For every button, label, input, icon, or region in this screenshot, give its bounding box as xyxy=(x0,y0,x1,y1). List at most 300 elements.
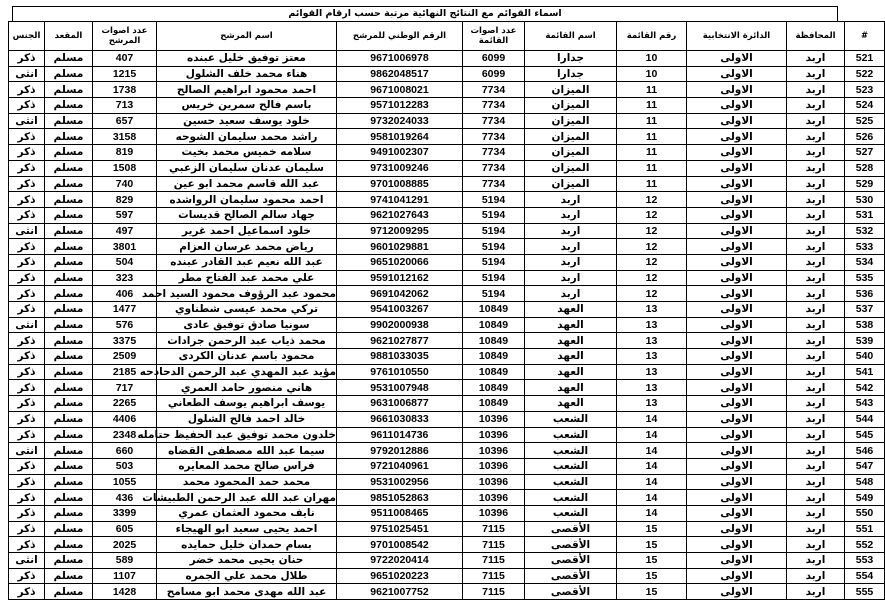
cell-gender: ذكر xyxy=(9,176,45,192)
table-row xyxy=(9,584,885,600)
cell-national-id: 9731009246 xyxy=(337,160,463,176)
table-row xyxy=(9,145,885,161)
cell-index: 552 xyxy=(845,537,885,553)
table-row xyxy=(9,537,885,553)
cell-district: الاولى xyxy=(687,270,787,286)
cell-national-id: 9531007948 xyxy=(337,380,463,396)
cell-gender: انثى xyxy=(9,66,45,82)
cell-district: الاولى xyxy=(687,333,787,349)
cell-seat: مسلم xyxy=(45,82,93,98)
cell-national-id: 9902000938 xyxy=(337,317,463,333)
cell-national-id: 9611014736 xyxy=(337,427,463,443)
cell-list-name: الميزان xyxy=(525,145,617,161)
cell-list-votes: 7115 xyxy=(463,521,525,537)
cell-index: 522 xyxy=(845,66,885,82)
cell-district: الاولى xyxy=(687,584,787,600)
cell-list-votes: 5194 xyxy=(463,270,525,286)
cell-list-number: 13 xyxy=(617,302,687,318)
cell-district: الاولى xyxy=(687,207,787,223)
cell-national-id: 9591012162 xyxy=(337,270,463,286)
cell-candidate-votes: 1508 xyxy=(93,160,157,176)
table-row xyxy=(9,317,885,333)
table-row xyxy=(9,427,885,443)
cell-candidate-name: حنان يحيى محمد خضر xyxy=(157,553,337,569)
cell-list-name: الشعب xyxy=(525,427,617,443)
cell-candidate-name: باسم فالح سمرين خريس xyxy=(157,98,337,114)
cell-governorate: اربد xyxy=(787,474,845,490)
cell-candidate-votes: 576 xyxy=(93,317,157,333)
table-row xyxy=(9,505,885,521)
cell-district: الاولى xyxy=(687,380,787,396)
header-gender: الجنس xyxy=(9,22,45,51)
cell-national-id: 9691042062 xyxy=(337,286,463,302)
cell-seat: مسلم xyxy=(45,380,93,396)
cell-list-votes: 5194 xyxy=(463,223,525,239)
cell-list-number: 12 xyxy=(617,223,687,239)
cell-list-name: العهد xyxy=(525,317,617,333)
cell-national-id: 9701008885 xyxy=(337,176,463,192)
cell-national-id: 9851052863 xyxy=(337,490,463,506)
cell-list-number: 13 xyxy=(617,380,687,396)
cell-gender: ذكر xyxy=(9,239,45,255)
cell-national-id: 9621027643 xyxy=(337,207,463,223)
table-row xyxy=(9,396,885,412)
cell-governorate: اربد xyxy=(787,223,845,239)
cell-national-id: 9761010550 xyxy=(337,364,463,380)
cell-candidate-name: خلود اسماعيل احمد غرير xyxy=(157,223,337,239)
table-row xyxy=(9,364,885,380)
cell-governorate: اربد xyxy=(787,66,845,82)
cell-seat: مسلم xyxy=(45,160,93,176)
cell-governorate: اربد xyxy=(787,333,845,349)
cell-list-votes: 6099 xyxy=(463,51,525,67)
cell-list-votes: 7734 xyxy=(463,129,525,145)
cell-index: 553 xyxy=(845,553,885,569)
table-row xyxy=(9,66,885,82)
cell-candidate-name: مهران عبد الله عبد الرحمن الطبيشات xyxy=(142,491,336,504)
cell-governorate: اربد xyxy=(787,51,845,67)
cell-candidate-name: هاني منصور حامد العمري xyxy=(157,380,337,396)
cell-governorate: اربد xyxy=(787,286,845,302)
header-list-votes: عدد اصوات القائمة xyxy=(463,22,525,51)
cell-candidate-votes: 2348 xyxy=(93,427,157,443)
cell-gender: ذكر xyxy=(9,458,45,474)
cell-list-name: الأقصى xyxy=(525,521,617,537)
cell-index: 530 xyxy=(845,192,885,208)
cell-list-number: 12 xyxy=(617,192,687,208)
cell-list-votes: 7115 xyxy=(463,553,525,569)
cell-index: 549 xyxy=(845,490,885,506)
header-seat: المقعد xyxy=(45,22,93,51)
cell-list-votes: 10849 xyxy=(463,364,525,380)
cell-list-name: اربد xyxy=(525,270,617,286)
header-list-number: رقم القائمة xyxy=(617,22,687,51)
cell-governorate: اربد xyxy=(787,396,845,412)
cell-candidate-votes: 3399 xyxy=(93,505,157,521)
cell-governorate: اربد xyxy=(787,490,845,506)
cell-seat: مسلم xyxy=(45,490,93,506)
cell-seat: مسلم xyxy=(45,51,93,67)
cell-district: الاولى xyxy=(687,458,787,474)
cell-governorate: اربد xyxy=(787,113,845,129)
cell-list-number: 13 xyxy=(617,396,687,412)
cell-seat: مسلم xyxy=(45,66,93,82)
table-row xyxy=(9,411,885,427)
cell-candidate-name: محمود عبد الرؤوف محمود السيد احمد xyxy=(141,287,336,300)
cell-index: 548 xyxy=(845,474,885,490)
cell-national-id: 9792012886 xyxy=(337,443,463,459)
cell-governorate: اربد xyxy=(787,207,845,223)
table-row xyxy=(9,192,885,208)
cell-gender: ذكر xyxy=(9,380,45,396)
cell-candidate-votes: 323 xyxy=(93,270,157,286)
table-row xyxy=(9,490,885,506)
cell-list-name: العهد xyxy=(525,380,617,396)
table-row xyxy=(9,302,885,318)
cell-governorate: اربد xyxy=(787,584,845,600)
table-row xyxy=(9,51,885,67)
cell-candidate-name: خلدون محمد توفيق عبد الحفيظ حتامله xyxy=(137,428,336,441)
cell-gender: ذكر xyxy=(9,333,45,349)
cell-district: الاولى xyxy=(687,553,787,569)
cell-list-number: 14 xyxy=(617,411,687,427)
cell-national-id: 9732024033 xyxy=(337,113,463,129)
cell-list-name: الميزان xyxy=(525,113,617,129)
cell-district: الاولى xyxy=(687,349,787,365)
table-row xyxy=(9,286,885,302)
cell-district: الاولى xyxy=(687,411,787,427)
cell-district: الاولى xyxy=(687,66,787,82)
cell-national-id: 9651020223 xyxy=(337,568,463,584)
cell-list-name: جدارا xyxy=(525,51,617,67)
cell-list-number: 13 xyxy=(617,333,687,349)
cell-candidate-name: سيما عبد الله مصطفى القضاه xyxy=(157,443,337,459)
cell-district: الاولى xyxy=(687,51,787,67)
cell-national-id: 9531002956 xyxy=(337,474,463,490)
table-row xyxy=(9,270,885,286)
cell-candidate-votes: 589 xyxy=(93,553,157,569)
cell-gender: ذكر xyxy=(9,568,45,584)
cell-candidate-votes: 2509 xyxy=(93,349,157,365)
cell-gender: ذكر xyxy=(9,302,45,318)
cell-gender: انثى xyxy=(9,553,45,569)
cell-gender: ذكر xyxy=(9,82,45,98)
cell-national-id: 9601029881 xyxy=(337,239,463,255)
cell-list-name: اربد xyxy=(525,207,617,223)
cell-gender: ذكر xyxy=(9,521,45,537)
cell-list-votes: 10849 xyxy=(463,380,525,396)
cell-governorate: اربد xyxy=(787,239,845,255)
table-row xyxy=(9,254,885,270)
document-title: اسماء القوائم مع النتائج النهائية مرتبة حسب ارقام القوائم xyxy=(12,6,838,21)
cell-list-votes: 10396 xyxy=(463,474,525,490)
cell-list-votes: 10396 xyxy=(463,443,525,459)
cell-seat: مسلم xyxy=(45,521,93,537)
cell-candidate-name: خالد احمد فالح الشلول xyxy=(157,411,337,427)
table-row xyxy=(9,82,885,98)
cell-index: 523 xyxy=(845,82,885,98)
cell-list-votes: 10849 xyxy=(463,317,525,333)
cell-national-id: 9862048517 xyxy=(337,66,463,82)
cell-governorate: اربد xyxy=(787,537,845,553)
cell-seat: مسلم xyxy=(45,505,93,521)
cell-district: الاولى xyxy=(687,176,787,192)
cell-gender: ذكر xyxy=(9,207,45,223)
cell-district: الاولى xyxy=(687,317,787,333)
cell-gender: ذكر xyxy=(9,192,45,208)
cell-candidate-votes: 3375 xyxy=(93,333,157,349)
cell-governorate: اربد xyxy=(787,129,845,145)
cell-index: 521 xyxy=(845,51,885,67)
cell-list-votes: 10396 xyxy=(463,411,525,427)
cell-gender: ذكر xyxy=(9,145,45,161)
cell-seat: مسلم xyxy=(45,427,93,443)
cell-candidate-votes: 3801 xyxy=(93,239,157,255)
cell-candidate-votes: 657 xyxy=(93,113,157,129)
cell-district: الاولى xyxy=(687,302,787,318)
cell-index: 524 xyxy=(845,98,885,114)
cell-candidate-votes: 3158 xyxy=(93,129,157,145)
cell-list-number: 12 xyxy=(617,270,687,286)
cell-seat: مسلم xyxy=(45,333,93,349)
cell-seat: مسلم xyxy=(45,584,93,600)
table-row xyxy=(9,176,885,192)
cell-candidate-votes: 2025 xyxy=(93,537,157,553)
cell-district: الاولى xyxy=(687,537,787,553)
cell-gender: انثى xyxy=(9,317,45,333)
cell-national-id: 9712009295 xyxy=(337,223,463,239)
table-header-row xyxy=(9,22,885,51)
cell-seat: مسلم xyxy=(45,396,93,412)
table-row xyxy=(9,113,885,129)
cell-candidate-votes: 829 xyxy=(93,192,157,208)
cell-candidate-votes: 1215 xyxy=(93,66,157,82)
cell-governorate: اربد xyxy=(787,176,845,192)
cell-governorate: اربد xyxy=(787,380,845,396)
cell-candidate-votes: 605 xyxy=(93,521,157,537)
table-row xyxy=(9,129,885,145)
cell-candidate-votes: 4406 xyxy=(93,411,157,427)
cell-list-name: جدارا xyxy=(525,66,617,82)
cell-national-id: 9621027877 xyxy=(337,333,463,349)
cell-list-number: 14 xyxy=(617,505,687,521)
cell-seat: مسلم xyxy=(45,113,93,129)
cell-candidate-votes: 2185 xyxy=(93,364,157,380)
cell-district: الاولى xyxy=(687,568,787,584)
cell-index: 544 xyxy=(845,411,885,427)
cell-seat: مسلم xyxy=(45,98,93,114)
cell-gender: ذكر xyxy=(9,490,45,506)
cell-index: 555 xyxy=(845,584,885,600)
cell-governorate: اربد xyxy=(787,160,845,176)
cell-index: 527 xyxy=(845,145,885,161)
cell-district: الاولى xyxy=(687,145,787,161)
cell-gender: ذكر xyxy=(9,254,45,270)
cell-index: 526 xyxy=(845,129,885,145)
cell-list-votes: 7734 xyxy=(463,113,525,129)
cell-governorate: اربد xyxy=(787,317,845,333)
cell-district: الاولى xyxy=(687,505,787,521)
cell-list-name: الميزان xyxy=(525,160,617,176)
cell-governorate: اربد xyxy=(787,349,845,365)
cell-governorate: اربد xyxy=(787,411,845,427)
cell-list-name: اربد xyxy=(525,286,617,302)
cell-list-number: 10 xyxy=(617,66,687,82)
table-row xyxy=(9,380,885,396)
cell-candidate-name: جهاد سالم الصالح قديسات xyxy=(157,207,337,223)
cell-list-name: الأقصى xyxy=(525,584,617,600)
cell-national-id: 9721040961 xyxy=(337,458,463,474)
header-list-name: اسم القائمة xyxy=(525,22,617,51)
cell-candidate-votes: 1477 xyxy=(93,302,157,318)
cell-candidate-name: محمد حمد المحمود محمد xyxy=(157,474,337,490)
cell-list-name: الميزان xyxy=(525,82,617,98)
cell-list-name: العهد xyxy=(525,349,617,365)
cell-list-name: الميزان xyxy=(525,176,617,192)
cell-candidate-name: محمد ذياب عبد الرحمن جرادات xyxy=(157,333,337,349)
cell-seat: مسلم xyxy=(45,239,93,255)
cell-list-name: العهد xyxy=(525,333,617,349)
cell-candidate-name: طلال محمد علي الجمره xyxy=(157,568,337,584)
cell-index: 525 xyxy=(845,113,885,129)
cell-candidate-name: بسام حمدان خليل حمايده xyxy=(157,537,337,553)
cell-list-name: اربد xyxy=(525,223,617,239)
cell-list-name: الشعب xyxy=(525,474,617,490)
cell-list-votes: 10849 xyxy=(463,396,525,412)
cell-seat: مسلم xyxy=(45,192,93,208)
cell-list-name: اربد xyxy=(525,254,617,270)
cell-list-number: 11 xyxy=(617,129,687,145)
cell-governorate: اربد xyxy=(787,82,845,98)
cell-national-id: 9541003267 xyxy=(337,302,463,318)
cell-national-id: 9671006978 xyxy=(337,51,463,67)
cell-list-number: 11 xyxy=(617,145,687,161)
cell-index: 537 xyxy=(845,302,885,318)
cell-index: 554 xyxy=(845,568,885,584)
cell-list-name: اربد xyxy=(525,192,617,208)
cell-candidate-votes: 1055 xyxy=(93,474,157,490)
cell-list-number: 15 xyxy=(617,584,687,600)
cell-candidate-name: تركي محمد عيسى شطناوي xyxy=(157,302,337,318)
cell-candidate-name: احمد محمود ابراهيم الصالح xyxy=(157,82,337,98)
cell-list-number: 12 xyxy=(617,207,687,223)
cell-governorate: اربد xyxy=(787,427,845,443)
cell-governorate: اربد xyxy=(787,458,845,474)
cell-gender: انثى xyxy=(9,113,45,129)
header-governorate: المحافظة xyxy=(787,22,845,51)
cell-seat: مسلم xyxy=(45,129,93,145)
cell-candidate-votes: 1107 xyxy=(93,568,157,584)
cell-seat: مسلم xyxy=(45,349,93,365)
cell-seat: مسلم xyxy=(45,443,93,459)
cell-national-id: 9671008021 xyxy=(337,82,463,98)
cell-candidate-name: علي محمد عبد الفتاح مطر xyxy=(157,270,337,286)
cell-candidate-votes: 660 xyxy=(93,443,157,459)
cell-list-number: 15 xyxy=(617,537,687,553)
cell-national-id: 9571012283 xyxy=(337,98,463,114)
cell-list-votes: 7734 xyxy=(463,98,525,114)
cell-list-votes: 10396 xyxy=(463,505,525,521)
cell-index: 541 xyxy=(845,364,885,380)
cell-candidate-votes: 740 xyxy=(93,176,157,192)
cell-district: الاولى xyxy=(687,521,787,537)
cell-governorate: اربد xyxy=(787,553,845,569)
cell-list-name: الشعب xyxy=(525,490,617,506)
cell-candidate-name: خلود يوسف سعيد حسين xyxy=(157,113,337,129)
cell-candidate-votes: 407 xyxy=(93,51,157,67)
cell-governorate: اربد xyxy=(787,568,845,584)
cell-district: الاولى xyxy=(687,490,787,506)
cell-list-number: 14 xyxy=(617,427,687,443)
cell-national-id: 9741041291 xyxy=(337,192,463,208)
cell-list-number: 14 xyxy=(617,474,687,490)
cell-seat: مسلم xyxy=(45,286,93,302)
cell-list-votes: 7115 xyxy=(463,568,525,584)
cell-gender: ذكر xyxy=(9,270,45,286)
cell-list-votes: 10849 xyxy=(463,302,525,318)
cell-index: 535 xyxy=(845,270,885,286)
cell-list-name: العهد xyxy=(525,364,617,380)
table-body xyxy=(9,51,885,600)
cell-candidate-votes: 497 xyxy=(93,223,157,239)
cell-gender: ذكر xyxy=(9,160,45,176)
table-row xyxy=(9,160,885,176)
cell-list-votes: 7734 xyxy=(463,82,525,98)
cell-list-votes: 5194 xyxy=(463,239,525,255)
cell-gender: ذكر xyxy=(9,396,45,412)
cell-candidate-votes: 819 xyxy=(93,145,157,161)
cell-list-number: 12 xyxy=(617,254,687,270)
cell-list-votes: 7734 xyxy=(463,176,525,192)
cell-gender: ذكر xyxy=(9,286,45,302)
cell-district: الاولى xyxy=(687,82,787,98)
cell-candidate-name: مؤيد عبد المهدي عبد الرحمن الدحادحه xyxy=(139,366,336,379)
cell-district: الاولى xyxy=(687,427,787,443)
cell-candidate-name: احمد يحيى سعيد ابو الهيجاء xyxy=(157,521,337,537)
cell-index: 533 xyxy=(845,239,885,255)
cell-gender: ذكر xyxy=(9,349,45,365)
cell-list-number: 12 xyxy=(617,286,687,302)
cell-list-votes: 6099 xyxy=(463,66,525,82)
cell-seat: مسلم xyxy=(45,254,93,270)
cell-index: 539 xyxy=(845,333,885,349)
cell-index: 551 xyxy=(845,521,885,537)
cell-candidate-name: محمود باسم عدنان الكردى xyxy=(157,349,337,365)
cell-list-number: 13 xyxy=(617,349,687,365)
cell-governorate: اربد xyxy=(787,270,845,286)
cell-list-name: الأقصى xyxy=(525,568,617,584)
cell-index: 547 xyxy=(845,458,885,474)
table-row xyxy=(9,458,885,474)
cell-list-votes: 5194 xyxy=(463,207,525,223)
cell-list-number: 13 xyxy=(617,364,687,380)
cell-list-name: الشعب xyxy=(525,443,617,459)
cell-gender: ذكر xyxy=(9,427,45,443)
table-row xyxy=(9,568,885,584)
cell-district: الاولى xyxy=(687,113,787,129)
cell-district: الاولى xyxy=(687,223,787,239)
cell-index: 540 xyxy=(845,349,885,365)
cell-list-number: 12 xyxy=(617,239,687,255)
results-table xyxy=(8,21,885,600)
cell-national-id: 9511008465 xyxy=(337,505,463,521)
cell-seat: مسلم xyxy=(45,145,93,161)
cell-governorate: اربد xyxy=(787,192,845,208)
cell-national-id: 9631006877 xyxy=(337,396,463,412)
cell-seat: مسلم xyxy=(45,364,93,380)
cell-list-number: 13 xyxy=(617,317,687,333)
cell-list-number: 14 xyxy=(617,443,687,459)
